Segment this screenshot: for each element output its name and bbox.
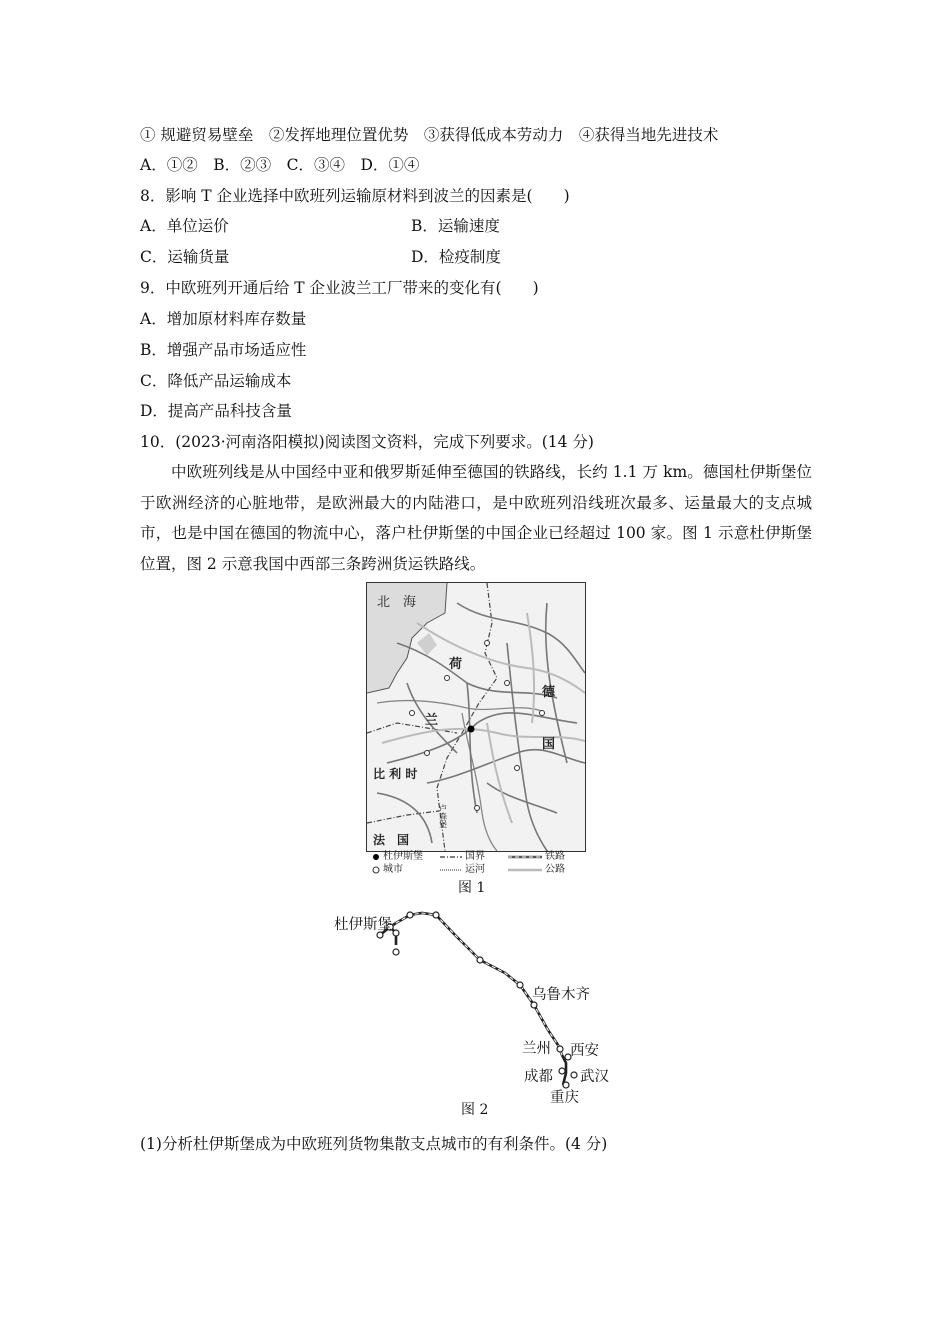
road-legend-icon xyxy=(508,867,542,873)
city-label-chengdu: 成都 xyxy=(524,1069,553,1085)
q7-options: A．①② B．②③ C．③④ D．①④ xyxy=(140,156,420,174)
label-france: 法 国 xyxy=(373,833,410,847)
label-netherlands-b: 兰 xyxy=(425,713,439,728)
q8-stem: 8．影响 T 企业选择中欧班列运输原材料到波兰的因素是( ) xyxy=(140,187,570,205)
q10-passage: 中欧班列线是从中国经中亚和俄罗斯延伸至德国的铁路线，长约 1.1 万 km。德国杜伊斯堡位于欧洲经济的心脏地带，是欧洲最大的内陆港口，是中欧班列沿线班次最多、运量最大的支点城市，也是中国在德国的物流中心，落户杜伊斯堡的中国企业已经超过 100 家。图 1 示意杜伊斯堡位置，图 2 示意我国中西部三条跨洲货运铁路线。 xyxy=(140,463,812,573)
q7-statements: ① 规避贸易壁垒 ②发挥地理位置优势 ③获得低成本劳动力 ④获得当地先进技术 xyxy=(140,126,719,144)
q9-option-d: D．提高产品科技含量 xyxy=(140,402,292,420)
q8-option-b: B．运输速度 xyxy=(411,217,500,235)
label-netherlands-a: 荷 xyxy=(449,657,463,672)
city-label-lanzhou: 兰州 xyxy=(522,1041,551,1057)
q10-stem: 10．(2023·河南洛阳模拟)阅读图文资料，完成下列要求。(14 分) xyxy=(140,433,594,451)
city-label-chongqing: 重庆 xyxy=(550,1090,579,1106)
figure2-caption: 图 2 xyxy=(461,1102,489,1118)
legend-duisburg: 杜伊斯堡 xyxy=(383,851,423,862)
border-legend-icon xyxy=(440,854,462,860)
city-label-wuhan: 武汉 xyxy=(580,1069,609,1085)
label-belgium: 比 利 时 xyxy=(373,767,418,781)
legend-city: 城市 xyxy=(383,864,403,875)
figure1-map xyxy=(366,582,586,852)
figure2-routes xyxy=(330,905,630,1105)
canal-legend-icon xyxy=(440,867,462,873)
legend-border: 国界 xyxy=(465,851,485,862)
q9-stem: 9．中欧班列开通后给 T 企业波兰工厂带来的变化有( ) xyxy=(140,279,539,297)
q8-option-a: A．单位运价 xyxy=(140,217,229,235)
label-north-sea: 北 海 xyxy=(377,595,417,610)
legend-road: 公路 xyxy=(545,864,565,875)
label-luxembourg: 卢 森 堡 xyxy=(439,804,447,829)
label-germany-a: 德 xyxy=(542,685,556,700)
city-label-xian: 西安 xyxy=(570,1043,599,1059)
city-legend-icon xyxy=(372,866,380,874)
figure1-map-drawing xyxy=(367,583,585,851)
q8-option-c: C．运输货量 xyxy=(140,248,230,266)
city-label-urumqi: 乌鲁木齐 xyxy=(532,987,590,1003)
city-label-duisburg: 杜伊斯堡 xyxy=(334,917,392,933)
figure1-caption: 图 1 xyxy=(458,880,486,896)
label-germany-b: 国 xyxy=(542,737,556,752)
duisburg-marker xyxy=(468,726,475,733)
rail-legend-icon xyxy=(508,854,542,860)
q9-option-b: B．增强产品市场适应性 xyxy=(140,341,307,359)
legend-canal: 运河 xyxy=(465,864,485,875)
duisburg-legend-icon xyxy=(372,853,380,861)
q9-option-a: A．增加原材料库存数量 xyxy=(140,310,307,328)
q8-option-d: D．检疫制度 xyxy=(411,248,501,266)
q9-option-c: C．降低产品运输成本 xyxy=(140,372,292,390)
q10-sub1: (1)分析杜伊斯堡成为中欧班列货物集散支点城市的有利条件。(4 分) xyxy=(140,1135,608,1153)
figure1-legend xyxy=(368,850,598,878)
legend-rail: 铁路 xyxy=(545,851,565,862)
